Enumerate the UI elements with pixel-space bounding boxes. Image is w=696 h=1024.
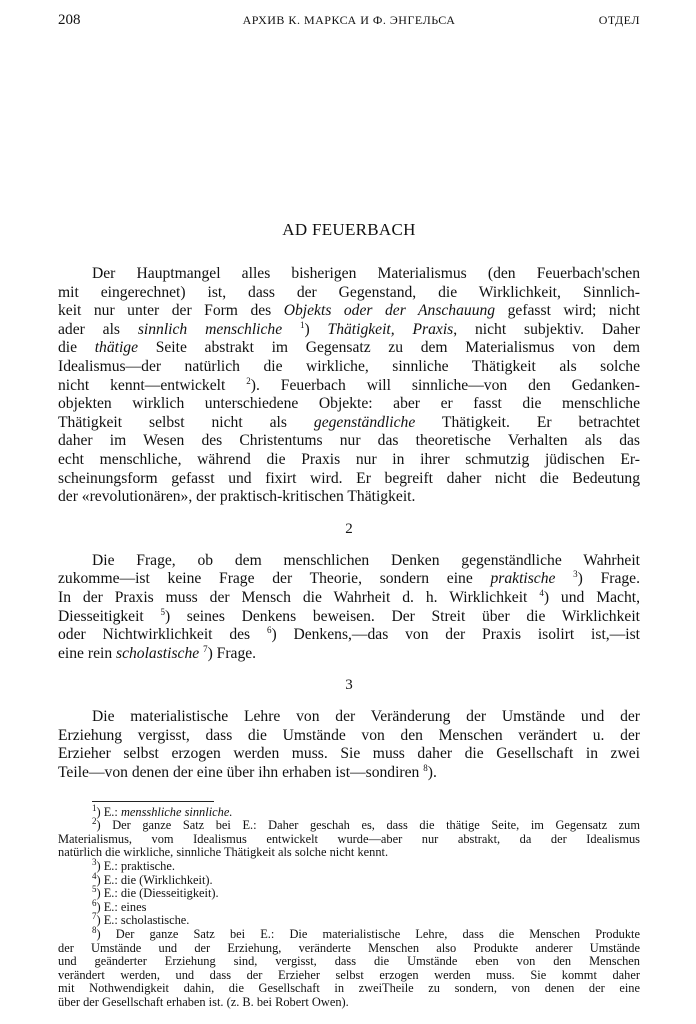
footnote-line: mit Nothwendigkeit dahin, die Gesellschaft in zweiTheile zu sondern, von denen der eine	[58, 981, 640, 996]
emphasis: praktische	[490, 570, 556, 588]
footnote-line: und geänderter Erziehung sind, vergisst, dass die Umstände eben von den Menschen	[58, 954, 640, 969]
footnote-line: verändert werden, und dass der Erzieher selbst erzogen werden muss. Sie kommt daher	[58, 967, 640, 982]
text-line: der «revolutionären», der praktisch-kritischen Thätigkeit.	[58, 488, 416, 506]
section-label: ОТДЕЛ	[598, 13, 640, 27]
footnote-mark: 5	[160, 606, 165, 617]
text-line: Teile—von denen der eine über ihn erhaben ist—sondiren $^8$).	[58, 762, 437, 782]
text-line: mit eingerechnet) ist, dass der Gegenstand, die Wirklichkeit, Sinnlich-	[58, 283, 640, 301]
running-header	[58, 12, 640, 34]
text-line: oder Nichtwirklichkeit des $^6$) Denkens,—das von der Praxis isolirt ist,—ist	[58, 624, 640, 644]
text-line: echt menschliche, während die Praxis nur in ihrer schmutzig jüdischen Er-	[58, 450, 640, 468]
text-line: nicht kennt—entwickelt $^2$). Feuerbach will sinnliche—von den Gedanken-	[58, 375, 640, 394]
footnote-mark: 4	[92, 870, 97, 881]
text-line: eine rein scholastische $^7$) Frage.	[58, 643, 257, 662]
text-line: Erzieher selbst erzogen werden muss. Sie muss daher die Gesellschaft in zwei	[58, 745, 640, 763]
footnote	[58, 911, 640, 928]
text-line: Der Hauptmangel alles bisherigen Materialismus (den Feuerbach'schen	[92, 265, 640, 282]
emphasis: Thätigkeit, Praxis	[327, 320, 454, 338]
text-line: zukomme—ist keine Frage der Theorie, sondern eine praktische $^3$) Frage.	[58, 569, 640, 588]
text-line: die thätige Seite abstrakt im Gegensatz zu dem Materialismus von dem	[58, 339, 640, 357]
text-line: Diesseitigkeit $^5$) seines Denkens beweisen. Der Streit über die Wirklichkeit	[58, 606, 640, 625]
text-line: Die Frage, ob dem menschlichen Denken gegenständliche Wahrheit	[92, 551, 640, 569]
emphasis: sinnlich menschliche	[137, 320, 283, 338]
footnote-line: natürlich die wirkliche, sinnliche Thätigkeit als solche nicht kennt.	[58, 845, 389, 860]
footnote-line: $^7$) E.: scholastische.	[92, 911, 190, 928]
text-line: Idealismus—der natürlich die wirkliche, sinnliche Thätigkeit als solche	[58, 357, 640, 375]
section-number-2: 2	[345, 520, 353, 537]
emphasis: scholastische	[116, 644, 200, 662]
footnote-line: über der Gesellschaft erhaben ist. (z. B. bei Robert Owen).	[58, 994, 349, 1009]
footnote-line: $^8$) Der ganze Satz bei E.: Die materialistische Lehre, dass die Menschen Produkte	[92, 924, 640, 941]
text-line: scheinungsform gefasst und fixirt wird. Er begreift daher nicht die Bedeutung	[58, 469, 640, 487]
thesis-1-paragraph	[58, 265, 640, 507]
footnote-line: $^1$) E.: mensshliche sinnliche.	[92, 802, 233, 819]
footnote-line: $^5$) E.: die (Diesseitigkeit).	[92, 884, 219, 901]
footnote	[58, 924, 640, 1010]
footnote-mark: 7	[203, 643, 208, 654]
book-page	[58, 12, 640, 1010]
text-line: Thätigkeit selbst nicht als gegenständliche Thätigkeit. Er betrachtet	[58, 413, 640, 431]
footnotes	[58, 802, 640, 1010]
chapter-title: AD FEUERBACH	[282, 220, 416, 239]
thesis-2-paragraph	[58, 552, 640, 664]
footnote-mark: 6	[92, 897, 97, 908]
footnote-line: $^3$) E.: praktische.	[92, 856, 175, 874]
footnote-mark: 3	[92, 856, 97, 867]
footnote-mark: 5	[92, 884, 97, 895]
footnote-mark: 7	[92, 911, 97, 922]
text-line: ader als sinnlich menschliche $^1$) Thätigkeit, Praxis, nicht subjektiv. Daher	[58, 319, 640, 338]
footnote-line: $^6$) E.: eines	[92, 897, 147, 914]
thesis-3-paragraph	[58, 708, 640, 782]
footnote-mark: 8	[92, 924, 97, 935]
footnote-mark: 4	[539, 587, 544, 598]
text-line: daher im Wesen des Christentums nur das theoretische Verhalten als das	[58, 432, 640, 450]
text-line: objekten wirklich unterschiedene Objekte: aber er fasst die menschliche	[58, 395, 640, 413]
page-number: 208	[58, 12, 81, 28]
footnote-line: $^2$) Der ganze Satz bei E.: Daher geschah es, dass die thätige Seite, im Gegensatz zum	[92, 816, 640, 833]
emphasis: Objekts oder der Anschauung	[283, 302, 496, 320]
footnote-mark: 3	[573, 569, 578, 580]
footnote-mark: 1	[299, 319, 305, 330]
footnote-line: Materialismus, vom Idealismus entwickelt wurde—aber nur abstrakt, da der Idealismus	[58, 831, 640, 846]
text-line: In der Praxis muss der Mensch die Wahrheit d. h. Wirklichkeit $^4$) und Macht,	[58, 587, 640, 606]
footnote	[58, 856, 640, 874]
footnote-mark: 1	[92, 802, 97, 813]
footnote-mark: 2	[92, 816, 97, 827]
footnote-divider	[92, 801, 214, 802]
footnote-mark: 2	[246, 375, 251, 386]
footnote	[58, 884, 640, 901]
section-number-3: 3	[345, 677, 353, 694]
emphasis: mensshliche sinnliche.	[120, 804, 233, 819]
text-line: Die materialistische Lehre von der Veränderung der Umstände und der	[92, 708, 640, 726]
footnote-mark: 8	[423, 762, 428, 773]
text-line: Erziehung vergisst, dass die Umstände von den Menschen verändert u. der	[58, 726, 640, 744]
text-line: keit nur unter der Form des Objekts oder der Anschauung gefasst wird; nicht	[58, 302, 641, 320]
running-title: АРХИВ К. МАРКСА И Ф. ЭНГЕЛЬСА	[242, 13, 456, 27]
emphasis: gegenständliche	[313, 413, 416, 431]
footnote	[58, 816, 640, 860]
footnote-line: der Umstände und der Erziehung, veränderte Menschen also Produkte anderer Umstände	[58, 940, 640, 955]
emphasis: thätige	[94, 339, 139, 357]
footnote-mark: 6	[266, 624, 272, 635]
footnote-line: $^4$) E.: die (Wirklichkeit).	[92, 870, 213, 887]
